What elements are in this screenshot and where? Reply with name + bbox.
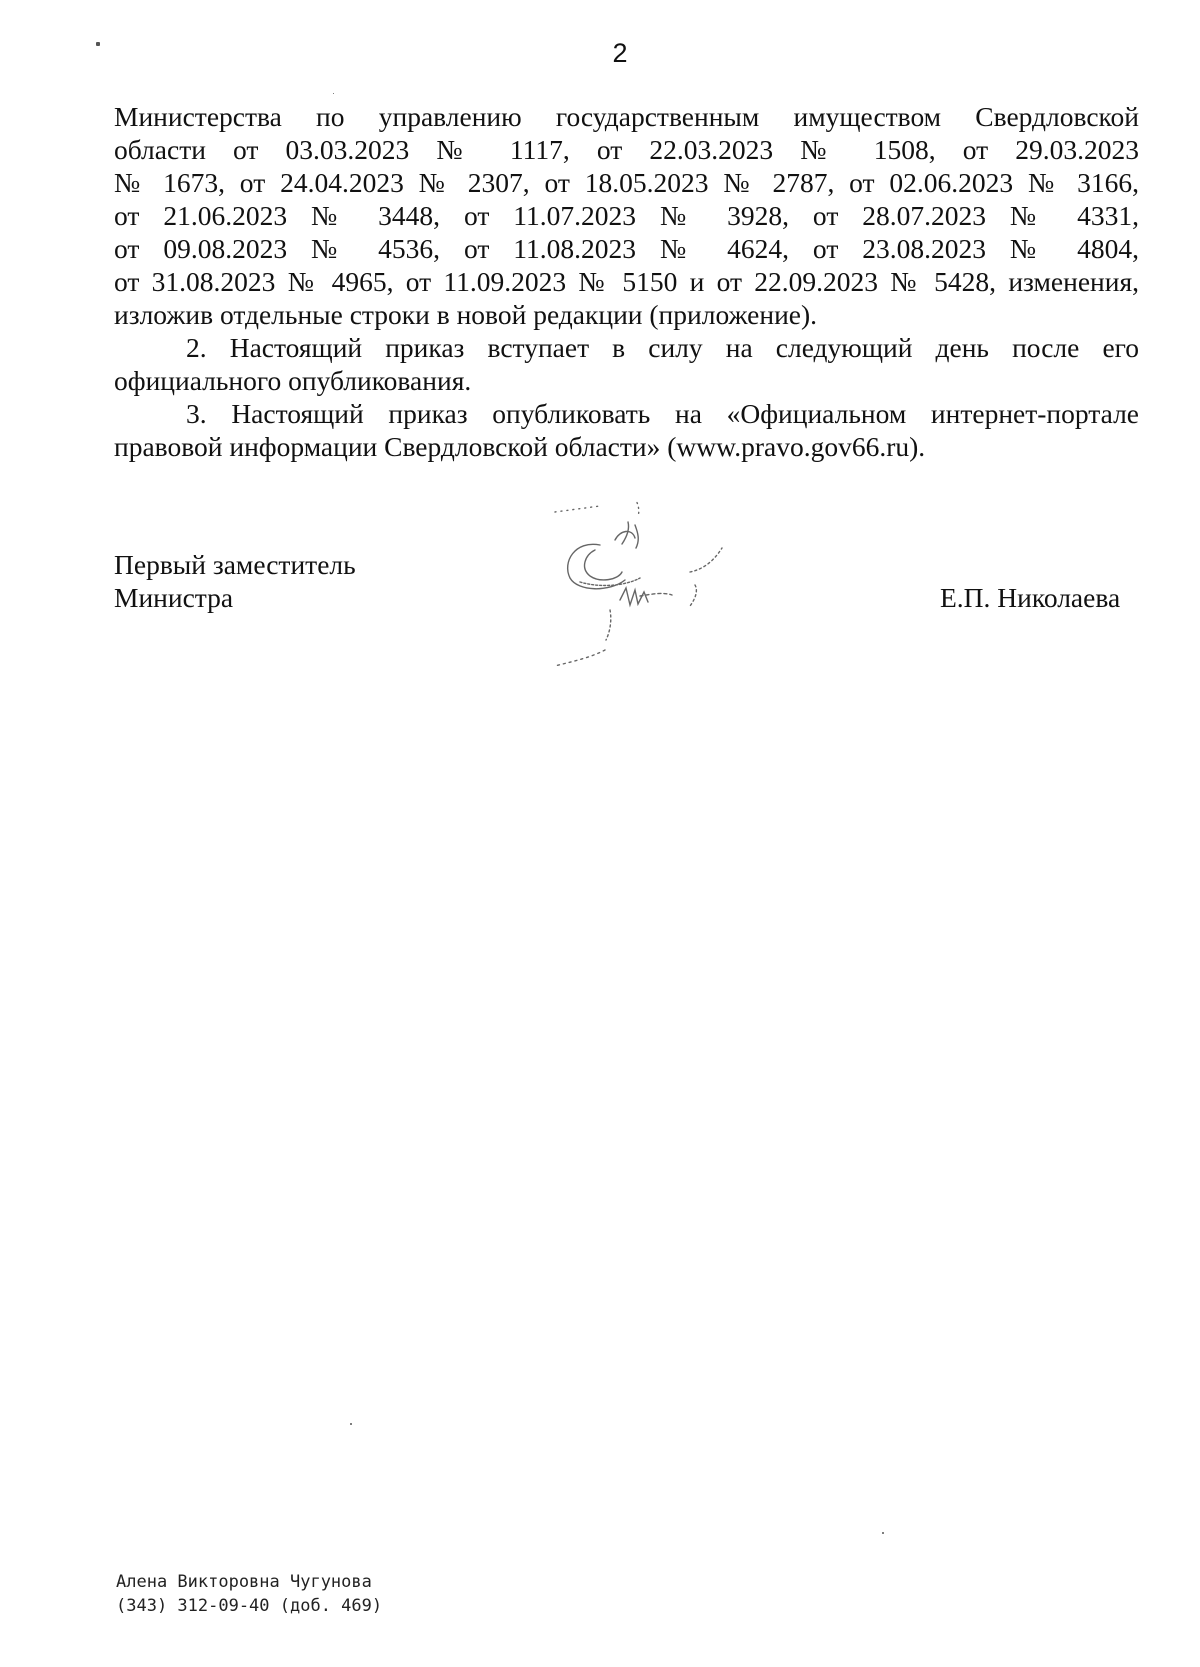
body-line: от 21.06.2023 № 3448, от 11.07.2023 № 3928, от 28.07.2023 № 4331, xyxy=(114,200,1139,231)
executor-info xyxy=(116,1570,382,1618)
body-line: области от 03.03.2023 № 1117, от 22.03.2023 № 1508, от 29.03.2023 xyxy=(114,134,1139,165)
paragraph-3-line: правовой информации Свердловской области» (www.pravo.gov66.ru). xyxy=(114,431,926,462)
executor-name: Алена Викторовна Чугунова xyxy=(116,1572,372,1592)
signatory-position-line: Министра xyxy=(114,582,234,613)
document-body xyxy=(114,100,1139,463)
signatory-position xyxy=(114,548,356,614)
handwritten-signature xyxy=(540,500,780,700)
body-line: от 31.08.2023 № 4965, от 11.09.2023 № 5150 и от 22.09.2023 № 5428, изменения, xyxy=(114,266,1139,297)
signatory-name: Е.П. Николаева xyxy=(940,582,1121,613)
scan-speck xyxy=(333,93,334,94)
paragraph-2-line: 2. Настоящий приказ вступает в силу на следующий день после его xyxy=(186,332,1139,363)
paragraph-2-line: официального опубликования. xyxy=(114,365,472,396)
scan-speck xyxy=(350,1423,352,1425)
page-number: 2 xyxy=(612,38,628,68)
body-line: № 1673, от 24.04.2023 № 2307, от 18.05.2023 № 2787, от 02.06.2023 № 3166, xyxy=(114,167,1139,198)
scan-speck xyxy=(882,1532,884,1534)
body-line: Министерства по управлению государственным имуществом Свердловской xyxy=(114,101,1139,132)
body-line: от 09.08.2023 № 4536, от 11.08.2023 № 4624, от 23.08.2023 № 4804, xyxy=(114,233,1139,264)
executor-phone: (343) 312-09-40 (доб. 469) xyxy=(116,1596,383,1616)
signatory-position-line: Первый заместитель xyxy=(114,549,356,580)
body-line: изложив отдельные строки в новой редакции (приложение). xyxy=(114,299,818,330)
paragraph-3-line: 3. Настоящий приказ опубликовать на «Официальном интернет-портале xyxy=(186,398,1139,429)
